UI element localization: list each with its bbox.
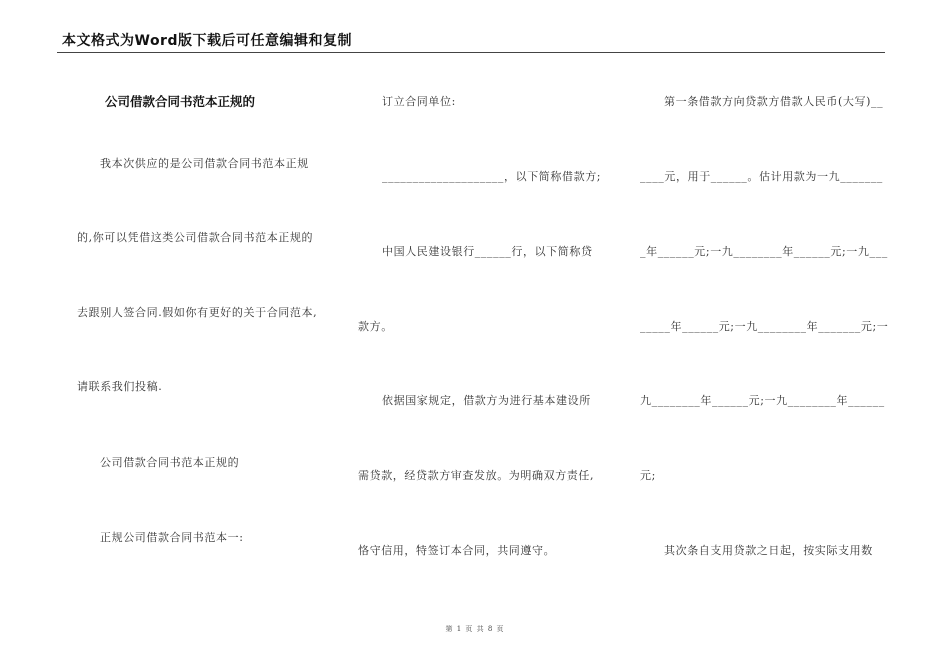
body-line: _____年______元;一九________年_______元;一: [640, 320, 889, 333]
body-line: 订立合同单位:: [382, 95, 456, 108]
body-line: 第一条借款方向贷款方借款人民币(大写)__: [664, 95, 884, 108]
body-line: 元;: [640, 469, 656, 482]
body-line: _年______元;一九________年______元;一九___: [640, 245, 888, 258]
body-line: 中国人民建设银行______行，以下简称贷: [382, 245, 593, 258]
body-line: 请联系我们投稿.: [77, 380, 163, 393]
body-line: 款方。: [358, 320, 393, 333]
body-line: ____________________，以下简称借款方;: [382, 170, 602, 183]
body-line: 需贷款，经贷款方审查发放。为明确双方责任,: [358, 469, 595, 482]
header-divider: [57, 52, 885, 53]
document-title: 公司借款合同书范本正规的: [105, 94, 256, 109]
body-line: 九________年______元;一九________年______: [640, 394, 885, 407]
body-line: 恪守信用，特签订本合同，共同遵守。: [358, 544, 556, 557]
body-line: 其次条自支用贷款之日起，按实际支用数: [664, 544, 873, 557]
body-line: 依据国家规定，借款方为进行基本建设所: [382, 394, 591, 407]
body-line: 的,你可以凭借这类公司借款合同书范本正规的: [77, 231, 314, 244]
body-line: ____元，用于______。估计用款为一九_______: [640, 170, 883, 183]
document-header-banner: 本文格式为Word版下载后可任意编辑和复制: [62, 33, 352, 49]
body-line: 公司借款合同书范本正规的: [100, 456, 240, 469]
page-number-footer: 第 1 页 共 8 页: [445, 625, 505, 633]
body-line: 去跟别人签合同.假如你有更好的关于合同范本,: [77, 306, 318, 319]
body-line: 正规公司借款合同书范本一:: [100, 531, 244, 544]
body-line: 我本次供应的是公司借款合同书范本正规: [100, 157, 309, 170]
